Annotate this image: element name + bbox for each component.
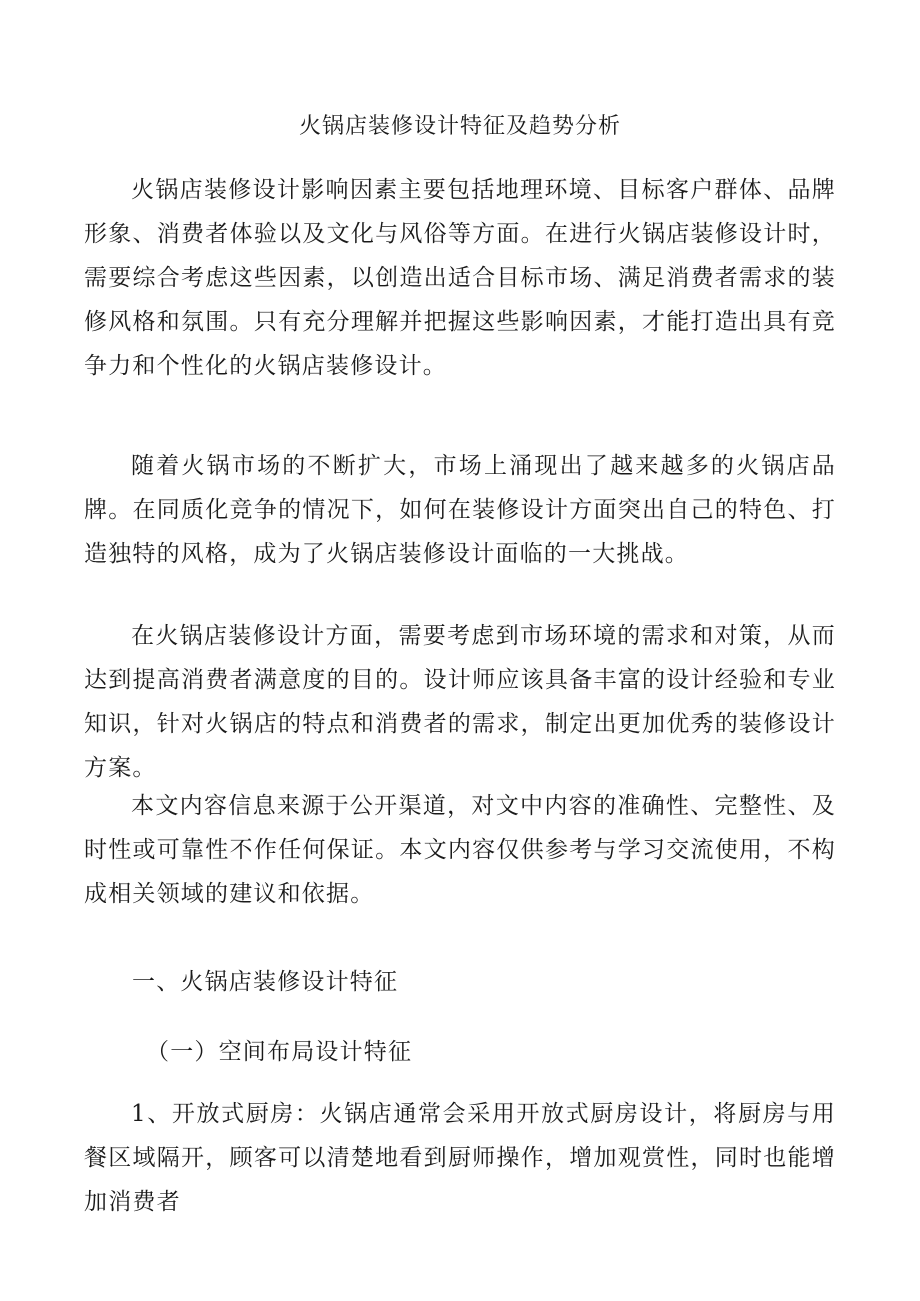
intro-paragraph-3: 在火锅店装修设计方面，需要考虑到市场环境的需求和对策，从而达到提高消费者满意度的目的。设计师应该具备丰富的设计经验和专业知识，针对火锅店的特点和消费者的需求，制定出更加优秀的装修设计方案。 — [84, 623, 836, 781]
section-heading: 一、火锅店装修设计特征 — [132, 969, 399, 995]
disclaimer-paragraph: 本文内容信息来源于公开渠道，对文中内容的准确性、完整性、及时性或可靠性不作任何保证。本文内容仅供参考与学习交流使用，不构成相关领域的建议和依据。 — [84, 793, 836, 907]
subsection-heading: （一）空间布局设计特征 — [146, 1039, 413, 1065]
intro-paragraph-2: 随着火锅市场的不断扩大，市场上涌现出了越来越多的火锅店品牌。在同质化竞争的情况下，如何在装修设计方面突出自己的特色、打造独特的风格，成为了火锅店装修设计面临的一大挑战。 — [84, 453, 836, 567]
item-paragraph: 1、开放式厨房：火锅店通常会采用开放式厨房设计，将厨房与用餐区域隔开，顾客可以清楚地看到厨师操作，增加观赏性，同时也能增加消费者 — [84, 1101, 836, 1215]
document-title: 火锅店装修设计特征及趋势分析 — [298, 114, 621, 139]
intro-paragraph-1: 火锅店装修设计影响因素主要包括地理环境、目标客户群体、品牌形象、消费者体验以及文化与风俗等方面。在进行火锅店装修设计时，需要综合考虑这些因素，以创造出适合目标市场、满足消费者需求的装修风格和氛围。只有充分理解并把握这些影响因素，才能打造出具有竞争力和个性化的火锅店装修设计。 — [84, 177, 836, 379]
